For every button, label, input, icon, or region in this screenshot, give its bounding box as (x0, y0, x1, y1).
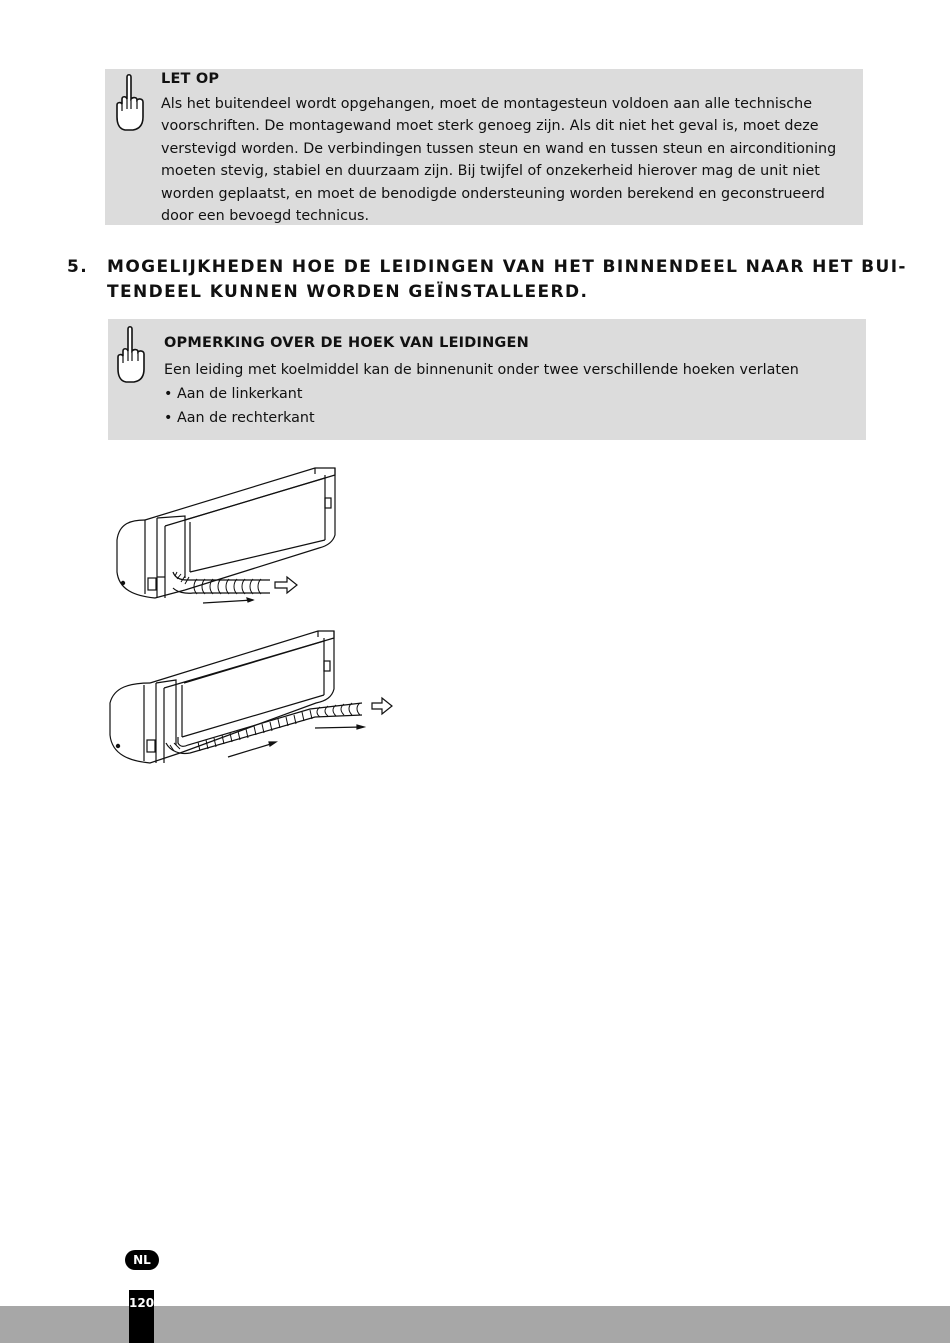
note-line: door een bevoegd technicus. (161, 208, 370, 225)
indoor-unit-left-pipe-illustration (105, 460, 345, 610)
note-line: verstevigd worden. De verbindingen tussen steun en wand en tussen steun en airconditioning (161, 140, 837, 157)
warning-note-box (105, 69, 863, 225)
note-text (161, 93, 851, 227)
note-line: worden geplaatst, en moet de benodigde ondersteuning worden berekend en geconstrueerd (161, 185, 825, 202)
section-title (107, 255, 907, 305)
bullet-item: • Aan de linkerkant (164, 386, 303, 402)
section-title-line: TENDEEL KUNNEN WORDEN GEÏNSTALLEERD. (107, 282, 589, 302)
pointing-hand-icon (114, 325, 148, 385)
section-number: 5. (67, 257, 89, 277)
indoor-unit-right-pipe-illustration (100, 625, 400, 775)
bullet-item: • Aan de rechterkant (164, 410, 315, 426)
note-title: LET OP (161, 71, 220, 87)
note-line: moeten stevig, stabiel en duurzaam zijn. Bij twijfel of onzekerheid hierover mag de unit niet (161, 163, 820, 180)
remark-title: OPMERKING OVER DE HOEK VAN LEIDINGEN (164, 335, 529, 351)
pointing-hand-icon (113, 73, 147, 133)
note-line: voorschriften. De montagewand moet sterk genoeg zijn. Als dit niet het geval is, moet deze (161, 118, 819, 135)
language-badge: NL (125, 1250, 159, 1270)
page-number: 120 (129, 1290, 154, 1343)
note-line: Als het buitendeel wordt opgehangen, moet de montagesteun voldoen aan alle technische (161, 96, 813, 112)
remark-note-box (108, 319, 866, 440)
section-title-line: MOGELIJKHEDEN HOE DE LEIDINGEN VAN HET BINNENDEEL NAAR HET BUI- (107, 257, 907, 277)
remark-line: Een leiding met koelmiddel kan de binnenunit onder twee verschillende hoeken verlaten (164, 362, 799, 378)
remark-text (164, 358, 799, 430)
